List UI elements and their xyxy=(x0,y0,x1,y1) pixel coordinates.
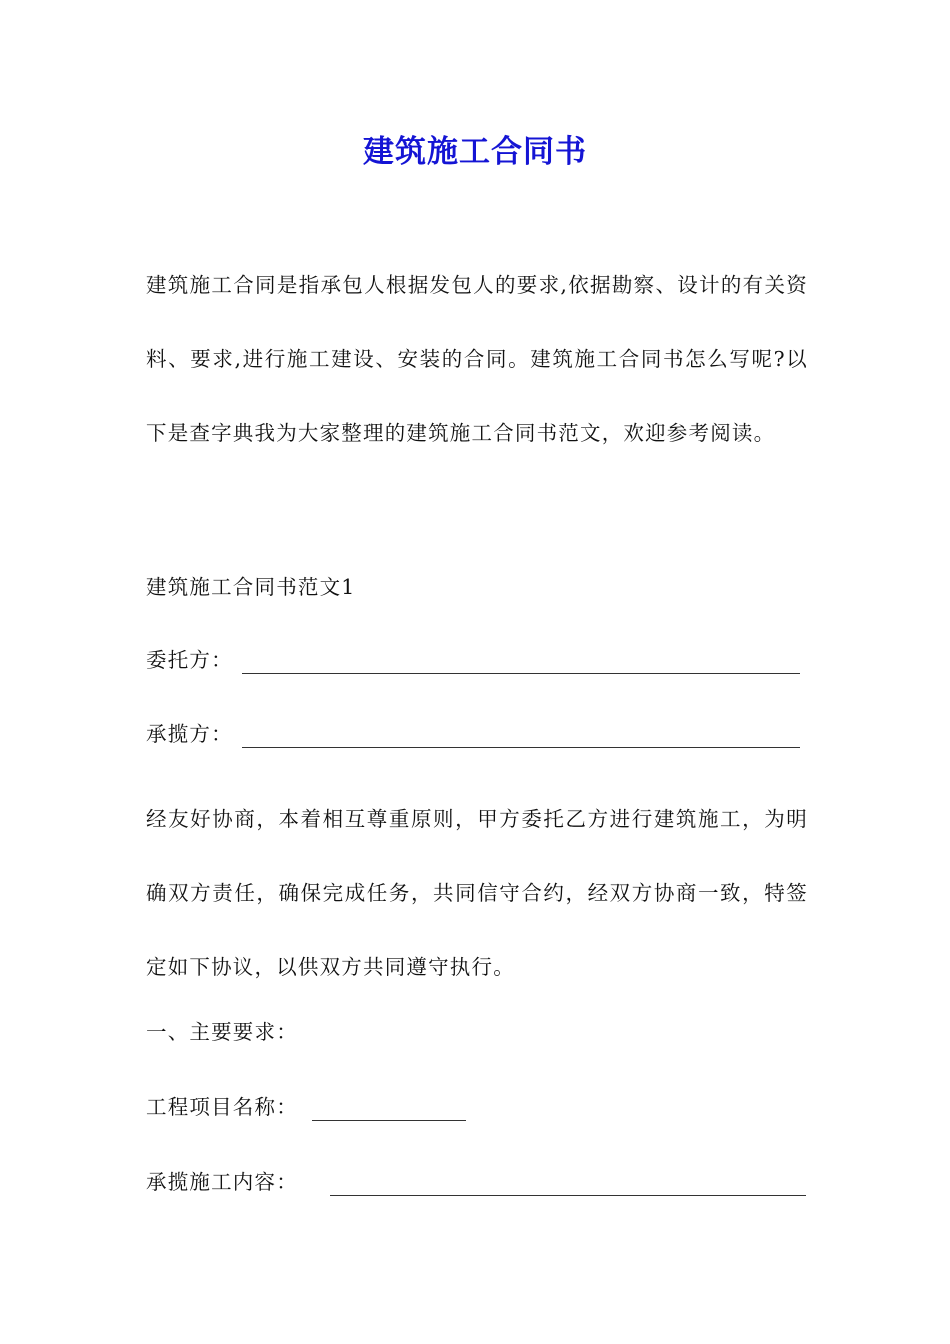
project-name-blank-line xyxy=(312,1120,466,1121)
contractor-blank-line xyxy=(242,747,800,748)
work-content-blank-line xyxy=(330,1195,806,1196)
project-name-label: 工程项目名称： xyxy=(146,1095,298,1119)
section-heading-1: 一、主要要求： xyxy=(146,1020,298,1044)
document-title: 建筑施工合同书 xyxy=(363,134,587,170)
intro-paragraph: 建筑施工合同是指承包人根据发包人的要求,依据勘察、设计的有关资料、要求,进行施工建设、安装的合同。建筑施工合同书怎么写呢?以下是查字典我为大家整理的建筑施工合同书范文，欢迎参考阅读。 xyxy=(146,273,808,445)
contractor-label: 承揽方： xyxy=(146,722,233,746)
client-blank-line xyxy=(242,673,800,674)
agreement-paragraph: 经友好协商，本着相互尊重原则，甲方委托乙方进行建筑施工，为明确双方责任，确保完成任务，共同信守合约，经双方协商一致，特签定如下协议，以供双方共同遵守执行。 xyxy=(146,807,808,979)
sample-heading: 建筑施工合同书范文1 xyxy=(146,575,356,599)
client-label: 委托方： xyxy=(146,648,233,672)
work-content-label: 承揽施工内容： xyxy=(146,1170,298,1194)
